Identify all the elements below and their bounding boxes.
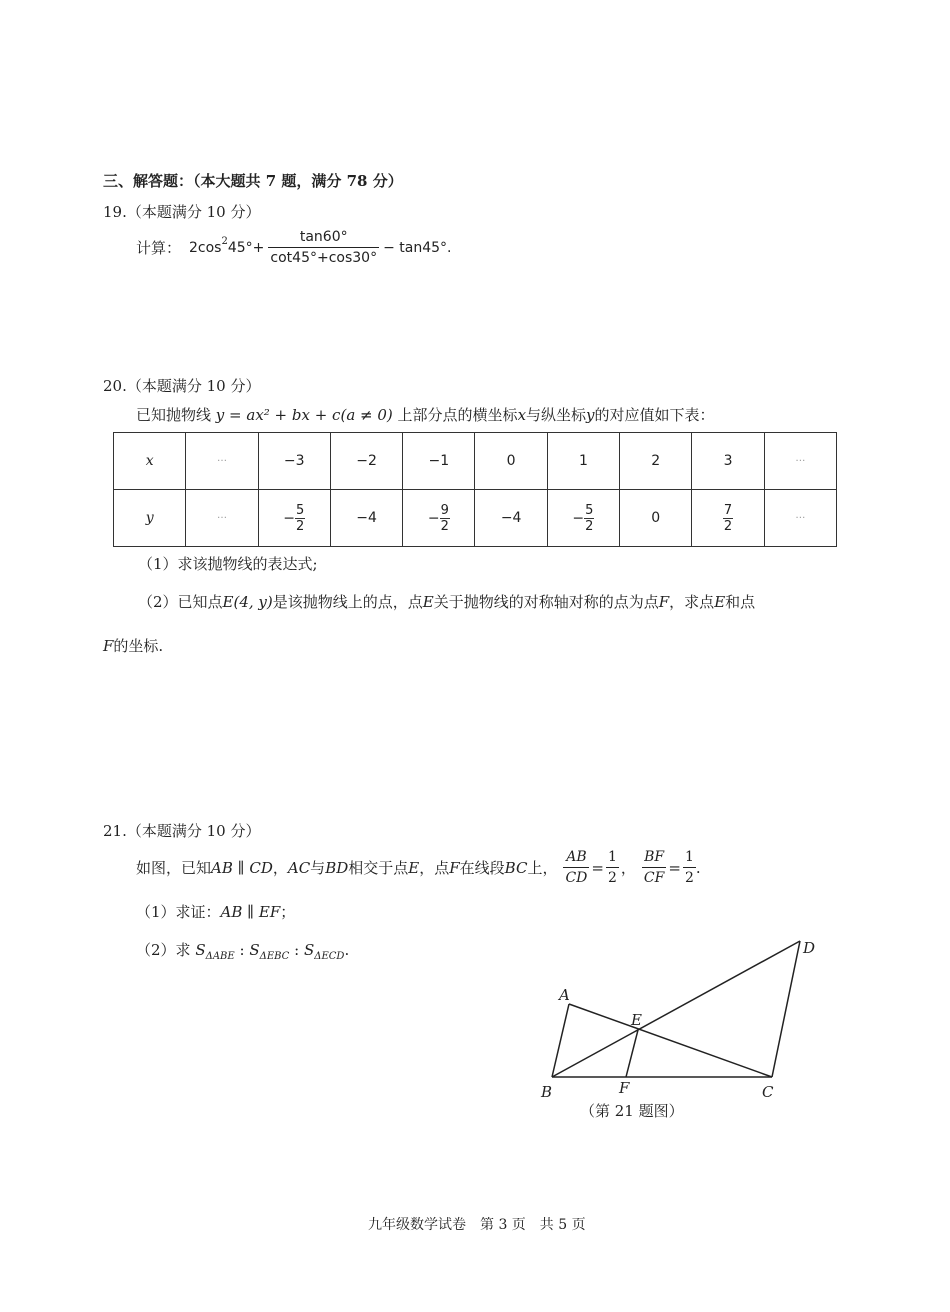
q20-part2-line2-f: F xyxy=(103,637,114,655)
q19-prompt: 计算： xyxy=(136,239,182,257)
q20-part1: （1）求该抛物线的表达式; xyxy=(138,555,318,573)
y-frac-den: 2 xyxy=(440,518,449,534)
q20-part2-e2: E xyxy=(714,593,726,611)
q20-intro-equation: y = ax² + bx + c(a ≠ 0) xyxy=(215,406,393,424)
q21-part1-c: ； xyxy=(280,903,296,921)
q21-part2: （2）求 $S_{\Delta ABE}$ : $S_{\Delta EBC}$ : $S_{\Delta ECD}$. xyxy=(136,941,350,962)
y-frac-den: 2 xyxy=(723,518,733,534)
q20-intro-d: 的对应值如下表： xyxy=(594,406,715,424)
y-cell: 0 xyxy=(620,490,692,547)
label-a: A xyxy=(559,986,570,1004)
q20-intro-b: 上部分点的横坐标 xyxy=(397,406,518,424)
x-header-cell: x xyxy=(114,433,186,490)
label-f: F xyxy=(619,1079,630,1097)
segment-ac xyxy=(569,1004,772,1077)
q21-l1-d: 相交于点 xyxy=(348,859,409,877)
q21-part2-s2: ΔEBC xyxy=(259,951,290,962)
q19-expr-head: 2cos xyxy=(189,239,222,256)
y-frac-num: 7 xyxy=(723,502,733,518)
x-cell: 1 xyxy=(547,433,619,490)
q20-intro-y: y xyxy=(586,406,595,424)
q19-expr-tail: − tan45°. xyxy=(383,239,452,256)
q20-part2-f: F xyxy=(658,593,670,611)
y-ellipsis-right: … xyxy=(764,490,836,547)
y-cell: −4 xyxy=(330,490,402,547)
q21-part1-a: （1）求证： xyxy=(136,903,221,921)
q20-part2-line2-text: 的坐标. xyxy=(113,637,164,655)
q20-intro-x: x xyxy=(517,406,527,424)
q21-part2-a: （2）求 xyxy=(136,941,191,959)
y-sign: − xyxy=(283,510,295,526)
q21-frac2-den: CF xyxy=(643,870,665,886)
segment-ef xyxy=(626,1030,638,1077)
y-frac-den: 2 xyxy=(585,518,594,534)
q21-part1-b: AB ∥ EF xyxy=(220,903,281,921)
q21-l1-b: ， xyxy=(272,859,288,877)
q20-part2-a: （2）已知点 xyxy=(138,593,223,611)
label-d: D xyxy=(803,939,816,957)
label-c: C xyxy=(762,1083,774,1101)
q21-part2-s3: ΔECD xyxy=(314,951,345,962)
q21-l1-g: 在线段 xyxy=(459,859,505,877)
label-b: B xyxy=(541,1083,553,1101)
q21-l1-ab-cd: AB ∥ CD xyxy=(211,858,273,877)
y-frac-num: 5 xyxy=(585,502,594,518)
q19-expr-angle: 45°+ xyxy=(227,239,265,256)
q20-part2-e3: 和点 xyxy=(725,593,756,611)
q20-part2-point: E(4, y) xyxy=(222,593,273,611)
q21-frac2-num: BF xyxy=(642,848,666,868)
q21-end: . xyxy=(695,858,701,877)
q21-l1-f: F xyxy=(449,858,460,877)
q21-l1-ac: AC xyxy=(287,858,311,877)
x-ellipsis-left: … xyxy=(186,433,258,490)
q21-frac1-rden: 2 xyxy=(607,870,617,886)
segment-bd xyxy=(552,941,800,1077)
label-e: E xyxy=(631,1011,642,1029)
q20-number: 20.（本题满分 10 分） xyxy=(103,377,261,395)
q21-frac2-eq: = xyxy=(668,858,681,877)
q21-number: 21.（本题满分 10 分） xyxy=(103,822,261,840)
y-frac-num: 9 xyxy=(440,502,449,518)
x-cell: 2 xyxy=(620,433,692,490)
x-cell: −1 xyxy=(403,433,475,490)
y-sign: − xyxy=(427,510,440,526)
q21-part2-s1: ΔABE xyxy=(205,951,235,962)
q21-frac2-rnum: 1 xyxy=(683,848,696,868)
segment-ab xyxy=(552,1004,569,1077)
q21-l1-bd: BD xyxy=(325,858,349,877)
y-cell: −4 xyxy=(475,490,547,547)
q21-l1-h: 上， xyxy=(527,859,558,877)
segment-cd xyxy=(772,941,800,1077)
q19-expr-exp: 2 xyxy=(221,236,228,247)
y-frac-den: 2 xyxy=(295,518,305,534)
y-ellipsis-left: … xyxy=(186,490,258,547)
q21-l1-a: 如图，已知 xyxy=(136,859,212,877)
q21-l1-bc: BC xyxy=(504,858,528,877)
section-header: 三、解答题：（本大题共 7 题，满分 78 分） xyxy=(103,172,403,190)
x-cell: −3 xyxy=(258,433,330,490)
q20-part2-c: 关于抛物线的对称轴对称的点为点 xyxy=(433,593,659,611)
q21-l1-e: E xyxy=(408,858,420,877)
x-cell: 3 xyxy=(692,433,764,490)
q20-part2-e: E xyxy=(422,593,434,611)
q21-frac1-den: CD xyxy=(565,870,588,886)
q20-intro-c: 与纵坐标 xyxy=(526,406,587,424)
q21-l1-c: 与 xyxy=(310,859,326,877)
q21-figure-caption: （第 21 题图） xyxy=(580,1102,684,1120)
x-cell: 0 xyxy=(475,433,547,490)
y-header-cell: y xyxy=(114,490,186,547)
q21-frac2-rden: 2 xyxy=(684,870,694,886)
q20-part2-d: ，求点 xyxy=(669,593,715,611)
y-sign: − xyxy=(572,510,585,526)
x-ellipsis-right: … xyxy=(764,433,836,490)
page-footer: 九年级数学试卷 第 3 页 共 5 页 xyxy=(368,1217,586,1233)
y-frac-num: 5 xyxy=(295,502,305,518)
q19-number: 19.（本题满分 10 分） xyxy=(103,203,261,221)
q19-frac-den: cot45°+cos30° xyxy=(270,250,378,266)
q19-frac-num: tan60° xyxy=(268,228,379,248)
x-cell: −2 xyxy=(330,433,402,490)
q21-l1-e2: ，点 xyxy=(419,859,450,877)
q21-frac1-rnum: 1 xyxy=(606,848,619,868)
q20-intro-a: 已知抛物线 xyxy=(136,406,212,424)
q21-separator: ， xyxy=(620,859,636,877)
q21-frac1-eq: = xyxy=(591,858,604,877)
q21-frac1-num: AB xyxy=(563,848,589,868)
q20-part2-b: 是该抛物线上的点，点 xyxy=(272,593,423,611)
